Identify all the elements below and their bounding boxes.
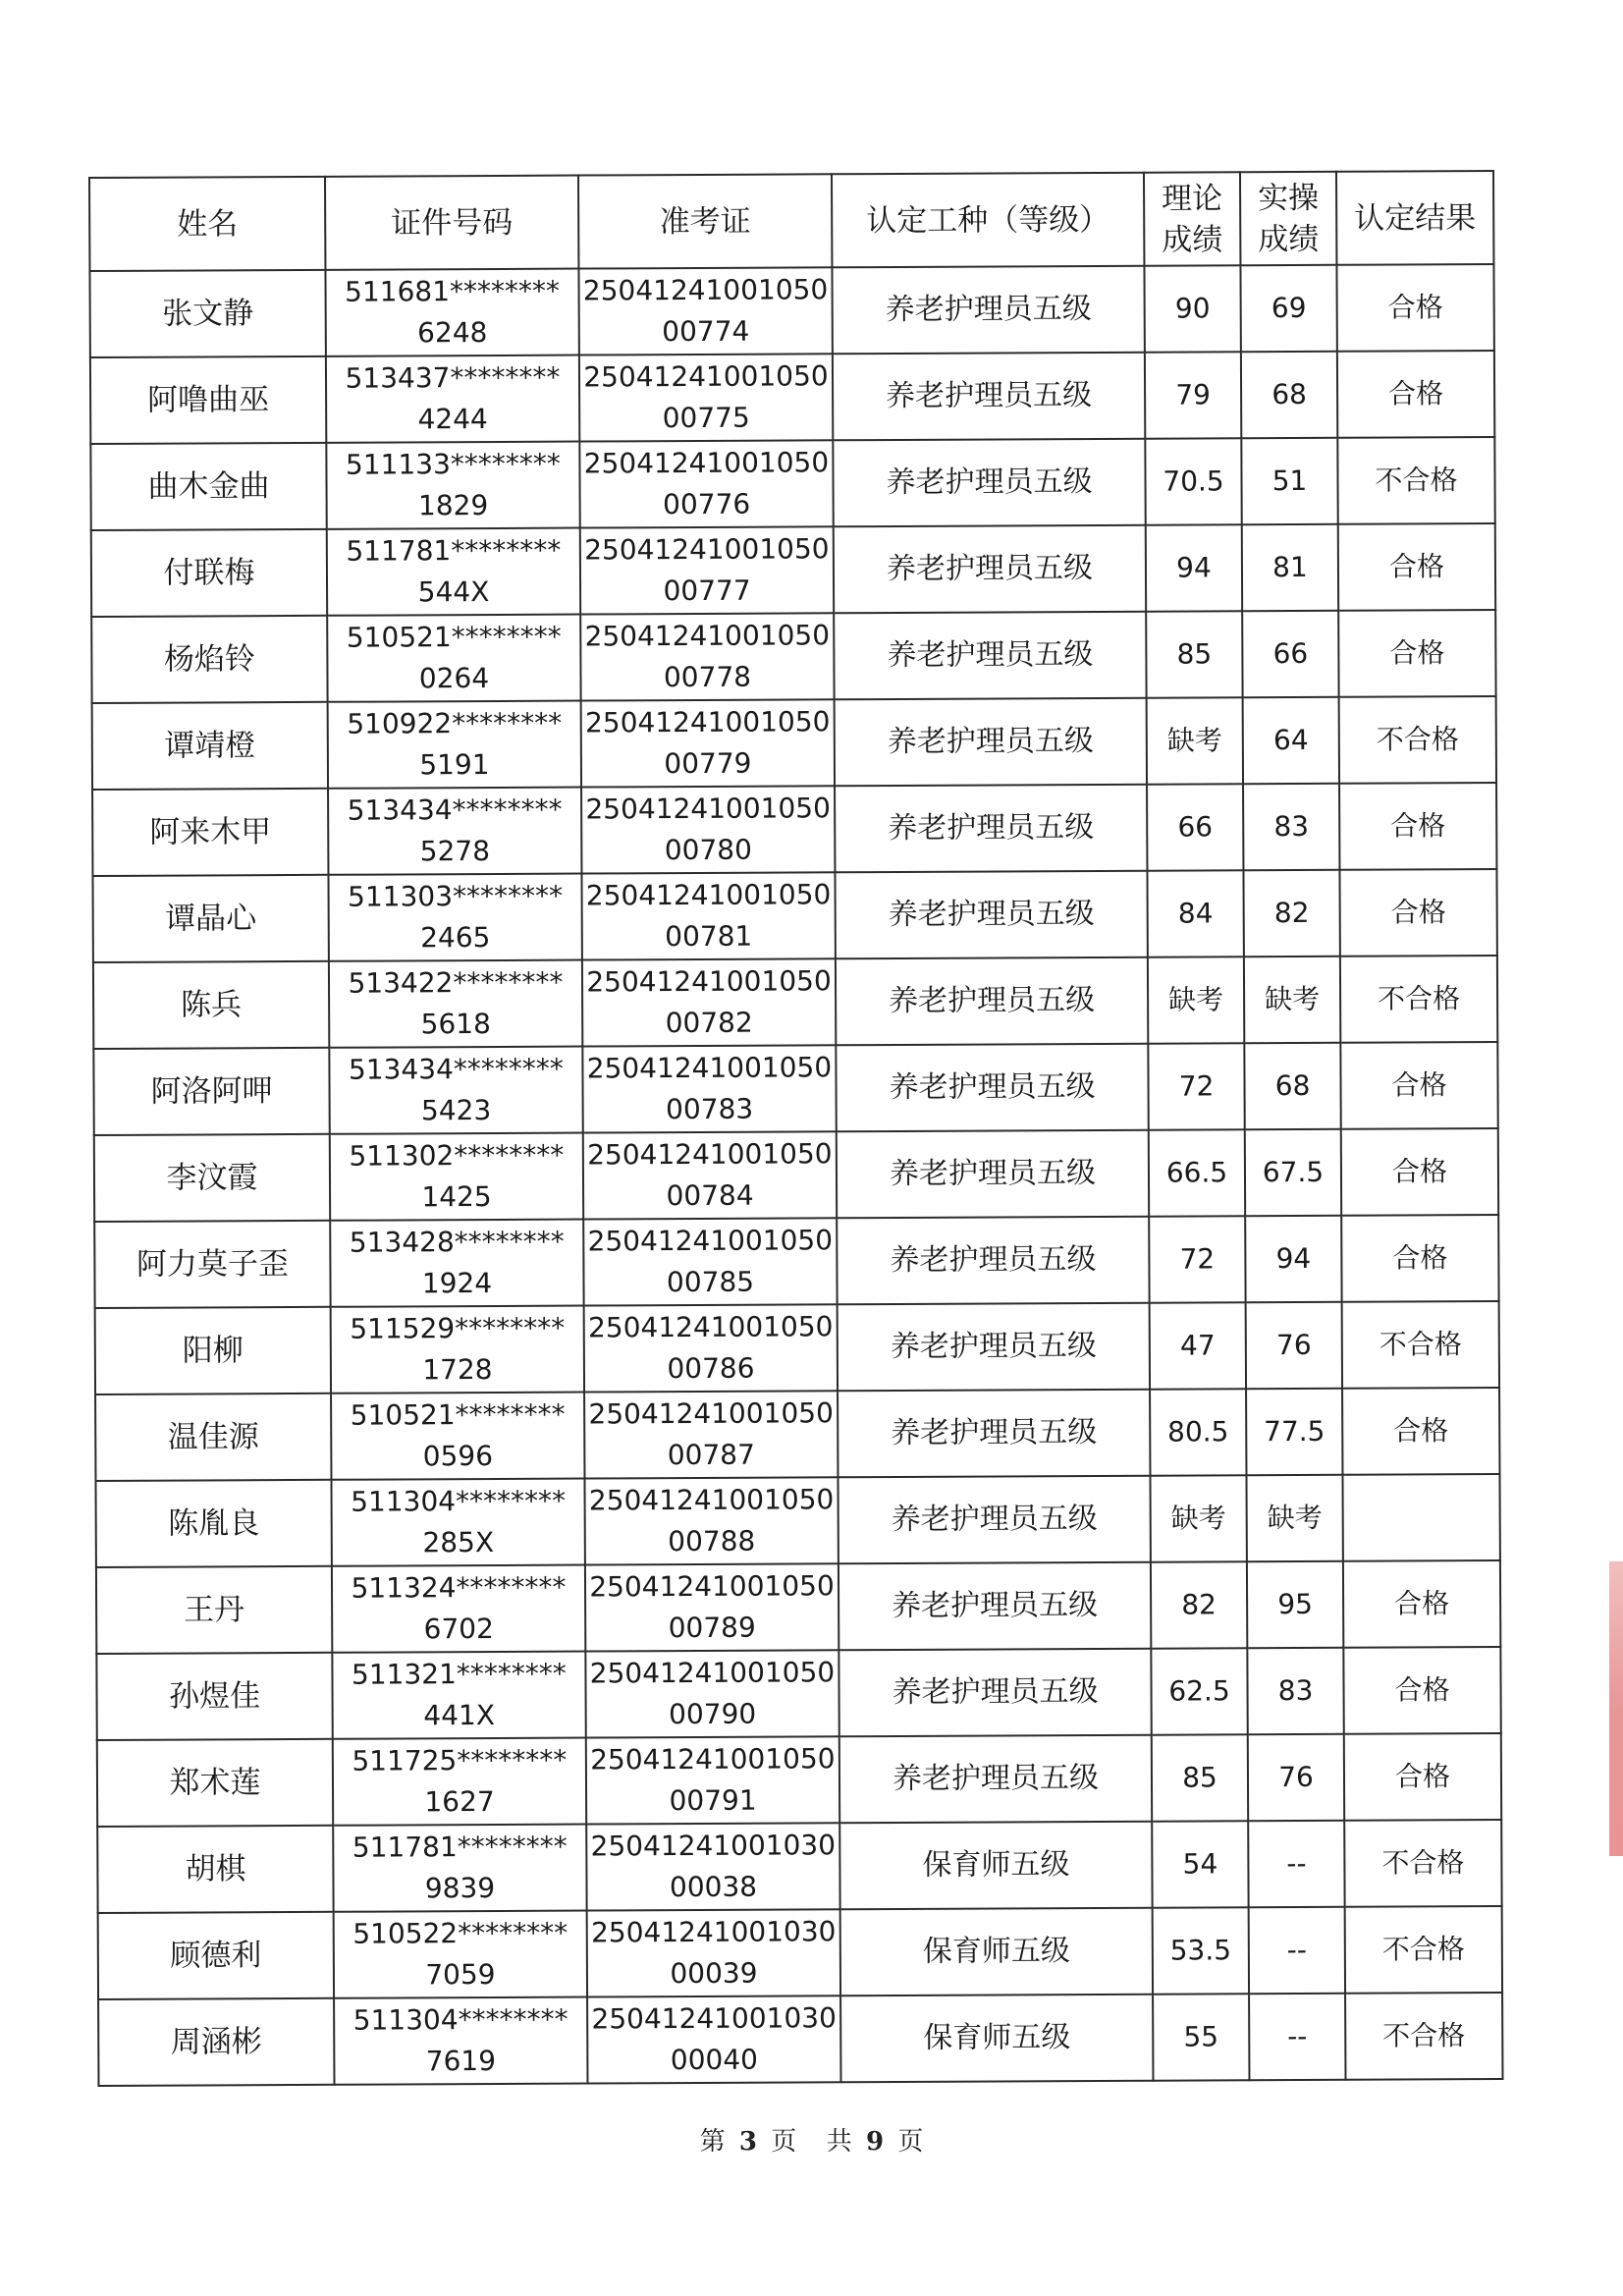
cell-job: 养老护理员五级: [839, 1649, 1151, 1737]
cell-exam-line1: 25041241001050: [587, 1137, 833, 1172]
cell-job: 养老护理员五级: [834, 612, 1146, 700]
cell-name: 阿来木甲: [92, 789, 328, 876]
cell-id-line1: 513434********: [347, 793, 563, 827]
cell-result: 合格: [1343, 1560, 1500, 1648]
cell-id-line2: 6702: [423, 1613, 494, 1646]
cell-exam: [584, 1304, 838, 1392]
table-row: [90, 437, 1494, 530]
cell-exam-line2: 00781: [665, 919, 753, 954]
header-practice-line1: 实操: [1258, 180, 1320, 216]
cell-exam-line2: 00776: [663, 487, 751, 521]
cell-result: 合格: [1339, 869, 1496, 957]
cell-result: 不合格: [1337, 437, 1494, 524]
table-row: [97, 1820, 1501, 1913]
cell-theory: 47: [1150, 1302, 1246, 1389]
cell-exam: [585, 1563, 839, 1651]
cell-name: 孙煜佳: [96, 1653, 332, 1740]
cell-id: [331, 1479, 584, 1566]
cell-practice: --: [1248, 1821, 1344, 1907]
cell-id-line1: 511304********: [352, 2002, 568, 2037]
cell-theory: 85: [1146, 611, 1242, 697]
cell-job: 养老护理员五级: [837, 1130, 1149, 1219]
cell-exam-line2: 00779: [664, 746, 752, 781]
cell-result: 合格: [1338, 523, 1495, 611]
cell-exam-line2: 00784: [666, 1178, 754, 1213]
cell-id: [330, 1220, 583, 1307]
cell-id: [331, 1393, 584, 1480]
cell-exam-line1: 25041241001050: [585, 792, 831, 826]
cell-name: 周涵彬: [98, 1998, 334, 2086]
cell-result: 合格: [1338, 610, 1495, 697]
cell-exam-line2: 00777: [663, 574, 751, 608]
cell-job: 保育师五级: [840, 1908, 1153, 1996]
table-row: [96, 1647, 1500, 1740]
cell-name: 张文静: [89, 270, 325, 357]
cell-job: 养老护理员五级: [836, 957, 1148, 1046]
cell-practice: 69: [1240, 265, 1336, 352]
cell-name: 阿洛阿呷: [93, 1048, 329, 1135]
cell-id-line1: 511304********: [351, 1484, 567, 1518]
cell-practice: 82: [1243, 870, 1339, 957]
cell-name: 王丹: [96, 1566, 332, 1654]
cell-exam-line2: 00782: [665, 1006, 753, 1040]
cell-id-line1: 511781********: [346, 533, 562, 568]
cell-exam-line1: 25041241001050: [587, 1224, 834, 1258]
table-row: [98, 1993, 1502, 2086]
footer-total-prefix: 共: [826, 2127, 852, 2157]
cell-exam-line1: 25041241001050: [588, 1396, 834, 1431]
cell-result: 合格: [1337, 351, 1494, 438]
cell-id-line1: 511529********: [350, 1311, 566, 1345]
cell-id-line2: 6248: [417, 316, 488, 350]
cell-practice: 66: [1242, 611, 1338, 697]
cell-id-line2: 441X: [423, 1698, 496, 1732]
cell-exam-line1: 25041241001050: [582, 273, 829, 307]
cell-id: [325, 269, 578, 356]
cell-exam: [582, 1045, 836, 1132]
cell-theory: 90: [1144, 265, 1240, 352]
cell-id: [326, 355, 579, 443]
cell-exam-line2: 00775: [662, 401, 750, 435]
cell-id: [332, 1565, 585, 1653]
cell-id-line2: 4244: [417, 403, 488, 436]
cell-name: 温佳源: [95, 1394, 331, 1481]
cell-id-line1: 511781********: [352, 1830, 568, 1864]
cell-id-line2: 0264: [418, 662, 490, 695]
header-job: 认定工种（等级）: [832, 173, 1144, 268]
header-exam: 准考证: [578, 174, 832, 268]
header-result: 认定结果: [1336, 171, 1493, 265]
cell-exam: [586, 1823, 839, 1910]
cell-theory: 66.5: [1149, 1129, 1245, 1216]
cell-result: 合格: [1341, 1215, 1498, 1302]
cell-id: [327, 615, 580, 702]
cell-exam: [581, 699, 835, 787]
cell-exam-line2: 00774: [662, 314, 750, 349]
cell-theory: 缺考: [1148, 957, 1244, 1043]
cell-exam: [584, 1391, 838, 1478]
cell-exam: [581, 786, 835, 873]
cell-name: 阳柳: [95, 1307, 331, 1394]
cell-job: 养老护理员五级: [839, 1562, 1151, 1651]
cell-exam-line2: 00778: [663, 660, 752, 694]
cell-job: 养老护理员五级: [838, 1476, 1150, 1564]
cell-id-line2: 1728: [422, 1353, 493, 1387]
cell-id-line2: 7619: [425, 2044, 497, 2078]
cell-name: 付联梅: [91, 529, 327, 617]
header-theory-line2: 成绩: [1162, 221, 1223, 258]
table-row: [95, 1388, 1499, 1481]
cell-result: 合格: [1341, 1128, 1498, 1216]
cell-exam: [581, 872, 835, 959]
cell-exam: [587, 1909, 840, 1996]
cell-id-line2: 2465: [420, 921, 491, 955]
cell-name: 胡棋: [97, 1826, 333, 1913]
cell-id-line1: 510521********: [350, 1397, 566, 1432]
cell-id-line2: 5423: [420, 1094, 492, 1127]
cell-result: 合格: [1336, 264, 1493, 352]
cell-exam-line1: 25041241001050: [584, 532, 830, 567]
cell-job: 保育师五级: [840, 1995, 1153, 2083]
cell-result: 不合格: [1340, 956, 1497, 1043]
cell-name: 郑术莲: [97, 1739, 333, 1827]
cell-id-line2: 1425: [421, 1180, 492, 1214]
cell-exam-line1: 25041241001050: [583, 359, 829, 394]
results-table: [88, 170, 1503, 2087]
cell-exam: [579, 354, 833, 441]
cell-exam: [585, 1650, 839, 1737]
cell-id-line1: 510521********: [346, 620, 562, 654]
cell-practice: 83: [1243, 784, 1339, 870]
cell-id: [330, 1133, 583, 1221]
cell-name: 杨焰铃: [91, 616, 327, 703]
footer-page-unit: 页: [771, 2127, 797, 2157]
table-row: [91, 523, 1495, 617]
header-practice-line2: 成绩: [1258, 221, 1320, 257]
header-name: 姓名: [89, 177, 325, 271]
cell-id-line1: 511681********: [345, 274, 561, 308]
cell-exam: [583, 1131, 837, 1219]
cell-exam-line1: 25041241001050: [589, 1656, 836, 1690]
cell-id-line1: 513437********: [345, 360, 561, 395]
cell-id-line1: 513434********: [348, 1052, 564, 1086]
cell-id-line2: 1829: [417, 489, 489, 522]
cell-result: 合格: [1342, 1388, 1499, 1475]
cell-name: 阿噜曲巫: [90, 356, 326, 444]
table-row: [92, 696, 1496, 790]
cell-job: 养老护理员五级: [833, 439, 1145, 527]
cell-theory: 54: [1152, 1821, 1248, 1907]
table-row: [92, 869, 1496, 962]
cell-practice: 76: [1248, 1734, 1344, 1821]
cell-exam-line1: 25041241001050: [589, 1569, 835, 1604]
cell-theory: 66: [1147, 784, 1243, 870]
cell-theory: 72: [1148, 1043, 1244, 1129]
cell-id-line1: 511321********: [351, 1657, 567, 1691]
cell-id: [333, 1738, 586, 1826]
cell-id: [334, 1997, 587, 2085]
cell-name: 曲木金曲: [90, 443, 326, 530]
cell-result: 不合格: [1339, 696, 1496, 784]
cell-practice: 83: [1247, 1648, 1343, 1734]
cell-job: 养老护理员五级: [833, 353, 1145, 441]
cell-result: 合格: [1339, 783, 1496, 870]
cell-name: 顾德利: [98, 1912, 334, 1999]
header-theory-line1: 理论: [1162, 180, 1223, 217]
cell-result: 合格: [1343, 1647, 1500, 1734]
cell-id: [328, 701, 581, 789]
cell-theory: 84: [1147, 870, 1243, 957]
cell-id-line1: 513428********: [349, 1225, 565, 1259]
cell-id-line1: 510522********: [352, 1916, 568, 1950]
cell-practice: 76: [1246, 1302, 1342, 1389]
cell-exam-line2: 00791: [669, 1783, 757, 1818]
header-id: 证件号码: [325, 176, 578, 270]
cell-theory: 53.5: [1153, 1907, 1249, 1994]
table-row: [90, 351, 1494, 444]
table-body: [89, 264, 1502, 2086]
table-row: [95, 1301, 1499, 1394]
cell-exam-line1: 25041241001050: [590, 1742, 836, 1777]
cell-id: [328, 788, 581, 875]
cell-id: [329, 1047, 582, 1134]
cell-exam-line2: 00790: [669, 1697, 757, 1731]
table-row: [93, 1042, 1497, 1135]
cell-result: 合格: [1340, 1042, 1497, 1129]
cell-name: 李汶霞: [94, 1134, 330, 1222]
cell-theory: 79: [1145, 352, 1241, 438]
cell-practice: 77.5: [1246, 1389, 1342, 1475]
cell-practice: 缺考: [1246, 1475, 1342, 1561]
cell-exam: [580, 613, 834, 700]
cell-id: [332, 1652, 585, 1739]
cell-theory: 94: [1146, 524, 1242, 611]
footer-page-number: 3: [738, 2127, 757, 2157]
cell-exam: [583, 1218, 837, 1305]
cell-exam: [586, 1736, 839, 1824]
cell-exam-line2: 00040: [670, 2043, 758, 2077]
cell-job: 养老护理员五级: [838, 1390, 1150, 1478]
table-row: [97, 1733, 1501, 1827]
cell-exam-line1: 25041241001030: [591, 2001, 837, 2036]
table-row: [93, 956, 1497, 1049]
cell-job: 养老护理员五级: [836, 1044, 1148, 1132]
cell-id: [331, 1306, 584, 1394]
cell-practice: --: [1249, 1994, 1345, 2080]
cell-practice: 64: [1243, 697, 1339, 784]
page-footer: [0, 2121, 1623, 2158]
cell-theory: 72: [1149, 1216, 1245, 1302]
cell-exam-line1: 25041241001030: [590, 1829, 837, 1863]
table-row: [91, 610, 1495, 703]
table-row: [94, 1215, 1498, 1308]
cell-job: 养老护理员五级: [837, 1217, 1149, 1305]
cell-job: 养老护理员五级: [839, 1735, 1152, 1824]
cell-exam-line1: 25041241001050: [588, 1483, 835, 1517]
cell-id-line2: 1627: [424, 1784, 495, 1819]
cell-exam-line1: 25041241001050: [586, 1051, 833, 1085]
table-row: [92, 783, 1496, 876]
cell-exam-line1: 25041241001050: [586, 964, 832, 999]
cell-exam-line2: 00039: [670, 1956, 758, 1991]
cell-exam: [578, 267, 832, 355]
cell-exam-line2: 00780: [664, 833, 752, 867]
cell-id-line1: 511725********: [352, 1743, 568, 1777]
table-row: [94, 1128, 1498, 1222]
cell-result: [1342, 1474, 1499, 1561]
cell-practice: 67.5: [1245, 1129, 1341, 1216]
header-theory: [1144, 172, 1240, 265]
cell-exam-line1: 25041241001050: [583, 446, 830, 480]
cell-job: 养老护理员五级: [838, 1303, 1150, 1392]
cell-practice: 缺考: [1244, 957, 1340, 1043]
cell-theory: 82: [1151, 1561, 1247, 1648]
footer-prefix: 第: [699, 2127, 726, 2157]
cell-exam-line1: 25041241001050: [584, 619, 831, 653]
cell-exam-line2: 00783: [666, 1092, 754, 1126]
cell-id: [333, 1825, 586, 1912]
cell-job: 养老护理员五级: [835, 785, 1147, 873]
cell-job: 养老护理员五级: [832, 266, 1144, 355]
cell-theory: 80.5: [1150, 1389, 1246, 1475]
cell-exam-line2: 00789: [668, 1611, 756, 1645]
cell-job: 保育师五级: [839, 1822, 1152, 1910]
cell-exam-line2: 00786: [667, 1351, 755, 1386]
cell-id-line1: 510922********: [347, 706, 563, 740]
cell-id-line1: 511302********: [349, 1138, 565, 1173]
cell-exam-line2: 00787: [667, 1438, 755, 1472]
cell-practice: --: [1249, 1907, 1345, 1994]
cell-theory: 62.5: [1151, 1648, 1247, 1734]
cell-id: [329, 960, 582, 1048]
footer-total-unit: 页: [897, 2127, 924, 2157]
red-stamp-edge: [1609, 1561, 1623, 1856]
cell-exam-line1: 25041241001050: [587, 1310, 834, 1344]
cell-practice: 81: [1242, 524, 1338, 611]
cell-exam-line2: 00788: [668, 1524, 756, 1558]
cell-id-line2: 5278: [419, 835, 491, 868]
header-row: [89, 171, 1493, 271]
cell-job: 养老护理员五级: [834, 525, 1146, 614]
cell-id-line2: 5618: [420, 1008, 491, 1041]
cell-theory: 70.5: [1145, 438, 1241, 524]
footer-total-pages: 9: [866, 2127, 885, 2157]
cell-result: 不合格: [1344, 1820, 1501, 1907]
cell-id: [328, 874, 581, 961]
cell-id-line1: 511133********: [345, 447, 561, 481]
table-row: [98, 1906, 1502, 1999]
cell-exam-line2: 00785: [666, 1265, 755, 1299]
table-row: [89, 264, 1493, 357]
cell-name: 谭晶心: [92, 875, 328, 962]
cell-id-line2: 285X: [422, 1525, 495, 1559]
table-row: [96, 1560, 1500, 1654]
cell-exam-line1: 25041241001050: [585, 878, 832, 912]
cell-practice: 95: [1247, 1561, 1343, 1648]
cell-id: [334, 1911, 587, 1998]
cell-id: [326, 442, 579, 529]
header-practice: [1240, 172, 1336, 265]
cell-job: 养老护理员五级: [835, 871, 1147, 959]
cell-job: 养老护理员五级: [835, 698, 1147, 787]
cell-id-line2: 544X: [417, 575, 490, 609]
cell-exam-line1: 25041241001050: [584, 705, 831, 739]
table-row: [95, 1474, 1499, 1567]
cell-exam-line2: 00038: [669, 1870, 758, 1904]
cell-result: 不合格: [1345, 1906, 1502, 1994]
cell-exam-line1: 25041241001030: [590, 1915, 837, 1949]
cell-id: [327, 528, 580, 616]
cell-name: 谭靖橙: [92, 702, 328, 790]
cell-name: 陈兵: [93, 961, 329, 1049]
cell-id-line1: 511324********: [351, 1570, 567, 1605]
cell-name: 陈胤良: [95, 1480, 331, 1567]
cell-id-line2: 1924: [421, 1267, 493, 1300]
cell-practice: 51: [1241, 438, 1337, 524]
cell-id-line1: 513422********: [348, 965, 564, 1000]
cell-exam: [579, 440, 833, 527]
cell-id-line2: 9839: [424, 1871, 496, 1905]
cell-id-line1: 511303********: [348, 879, 564, 913]
cell-exam: [587, 1995, 840, 2083]
cell-id-line2: 5191: [419, 748, 490, 782]
cell-id-line2: 7059: [425, 1957, 496, 1992]
cell-result: 不合格: [1342, 1301, 1499, 1389]
cell-theory: 85: [1152, 1734, 1248, 1821]
cell-result: 不合格: [1345, 1993, 1502, 2080]
cell-theory: 55: [1153, 1994, 1249, 2080]
cell-exam: [584, 1477, 838, 1564]
cell-result: 合格: [1344, 1733, 1501, 1821]
cell-practice: 94: [1245, 1216, 1341, 1302]
cell-exam: [582, 958, 836, 1046]
cell-name: 阿力莫子歪: [94, 1221, 330, 1308]
cell-practice: 68: [1244, 1043, 1340, 1129]
cell-exam: [580, 526, 834, 614]
cell-theory: 缺考: [1150, 1475, 1246, 1561]
cell-practice: 68: [1241, 352, 1337, 438]
cell-id-line2: 0596: [422, 1440, 494, 1473]
cell-theory: 缺考: [1147, 697, 1243, 784]
